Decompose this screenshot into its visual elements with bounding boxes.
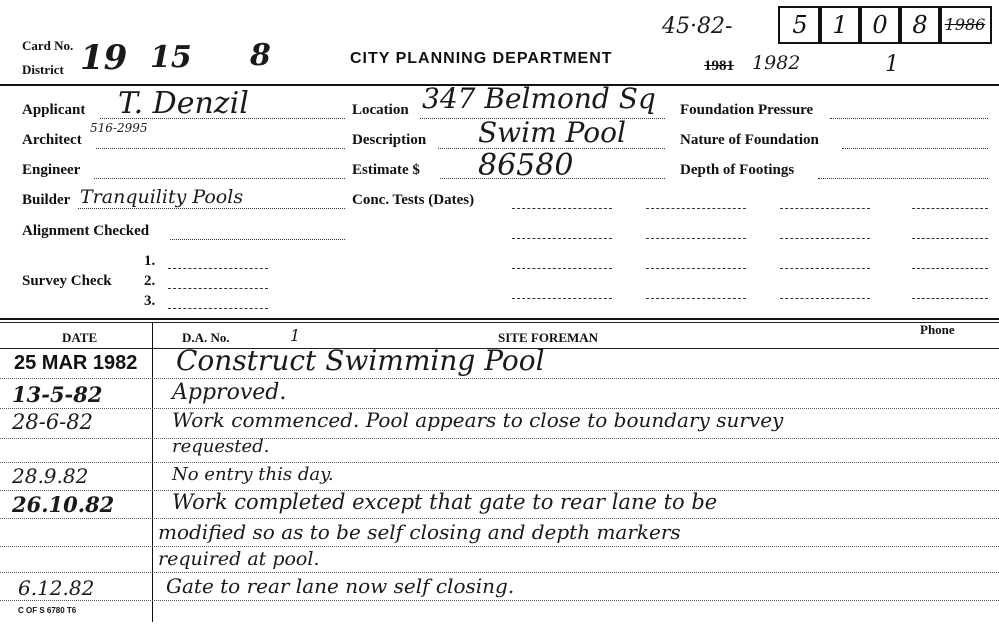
- nature-foundation-line: [842, 148, 988, 149]
- log-row-text: requested.: [172, 436, 270, 457]
- conc-test-line: [646, 208, 746, 209]
- log-row-text: Work commenced. Pool appears to close to boundary survey: [172, 408, 784, 432]
- page-title: CITY PLANNING DEPARTMENT: [350, 50, 613, 67]
- conc-test-line: [512, 268, 612, 269]
- engineer-label: Engineer: [22, 162, 81, 178]
- row-rule: [0, 518, 999, 519]
- applicant-value: T. Denzil: [118, 86, 249, 121]
- log-top-rule: [0, 318, 999, 320]
- conc-test-line: [912, 238, 988, 239]
- district-value: 15: [150, 40, 192, 75]
- conc-test-line: [912, 298, 988, 299]
- alignment-line: [170, 239, 345, 240]
- log-row-date: 28.9.82: [12, 464, 89, 488]
- card-no-label: Card No.: [22, 38, 74, 53]
- applicant-phone: 516-2995: [90, 121, 148, 135]
- conc-test-line: [780, 208, 870, 209]
- survey-item-number: 2.: [144, 273, 156, 289]
- depth-footings-line: [818, 178, 988, 179]
- log-row-date: 28-6-82: [12, 410, 93, 434]
- conc-test-line: [646, 268, 746, 269]
- builder-value: Tranquility Pools: [80, 186, 244, 208]
- survey-item-number: 3.: [144, 293, 156, 309]
- survey-check-label: Survey Check: [22, 273, 112, 289]
- builder-label: Builder: [22, 192, 71, 208]
- card-digit-box: 8: [898, 6, 942, 44]
- survey-item-number: 1.: [144, 253, 156, 269]
- site-foreman-header: SITE FOREMAN: [498, 330, 599, 345]
- survey-line: [168, 308, 268, 309]
- top-reference: 45·82-: [662, 14, 733, 39]
- row-rule: [0, 462, 999, 463]
- architect-line: [96, 148, 345, 149]
- conc-test-line: [912, 268, 988, 269]
- form-code: C OF S 6780 T6: [18, 606, 77, 615]
- survey-line: [168, 268, 268, 269]
- log-row-date: 25 MAR 1982: [14, 352, 138, 374]
- log-row-text: Gate to rear lane now self closing.: [166, 574, 515, 598]
- conc-test-line: [512, 208, 612, 209]
- depth-footings-label: Depth of Footings: [680, 162, 795, 178]
- survey-line: [168, 288, 268, 289]
- estimate-value: 86580: [478, 148, 574, 183]
- conc-test-line: [512, 298, 612, 299]
- foundation-pressure-line: [830, 118, 988, 119]
- log-row-text: required at pool.: [158, 548, 320, 570]
- log-row-date: 6.12.82: [18, 576, 95, 600]
- date-header: DATE: [62, 330, 98, 345]
- architect-label: Architect: [22, 132, 82, 148]
- da-header: D.A. No.: [182, 330, 230, 345]
- applicant-label: Applicant: [22, 102, 86, 118]
- conc-tests-label: Conc. Tests (Dates): [352, 192, 475, 208]
- row-rule: [0, 438, 999, 439]
- conc-test-line: [646, 238, 746, 239]
- foundation-pressure-label: Foundation Pressure: [680, 102, 814, 118]
- row-rule: [0, 546, 999, 547]
- card-digit-box: 1: [818, 6, 862, 44]
- row-rule: [0, 572, 999, 573]
- conc-test-line: [780, 268, 870, 269]
- row-rule: [0, 378, 999, 379]
- year-written: 1982: [752, 52, 801, 74]
- district-extra: 8: [250, 38, 271, 73]
- engineer-line: [94, 178, 345, 179]
- year-printed: 1981: [704, 58, 734, 74]
- builder-line: [78, 208, 345, 209]
- location-label: Location: [352, 102, 409, 118]
- card-digit-box: 1986: [938, 6, 992, 44]
- log-row-text: modified so as to be self closing and depth markers: [158, 520, 681, 544]
- description-label: Description: [352, 132, 427, 148]
- log-row-text: Work completed except that gate to rear lane to be: [172, 490, 718, 514]
- conc-test-line: [512, 238, 612, 239]
- conc-test-line: [780, 298, 870, 299]
- estimate-label: Estimate $: [352, 162, 420, 178]
- district-label: District: [22, 62, 64, 77]
- log-row-date: 26.10.82: [12, 492, 115, 517]
- nature-foundation-label: Nature of Foundation: [680, 132, 819, 148]
- conc-test-line: [780, 238, 870, 239]
- date-column-divider: [152, 322, 153, 622]
- year-number: 1: [885, 52, 899, 77]
- phone-header: Phone: [920, 322, 955, 337]
- location-value: 347 Belmond Sq: [422, 82, 656, 115]
- log-top-rule-2: [0, 322, 999, 323]
- log-row-date: 13-5-82: [12, 382, 103, 407]
- card-digit-box: 0: [858, 6, 902, 44]
- conc-test-line: [912, 208, 988, 209]
- conc-test-line: [646, 298, 746, 299]
- description-value: Swim Pool: [478, 116, 626, 149]
- card-no-value: 19: [80, 38, 128, 78]
- alignment-label: Alignment Checked: [22, 223, 150, 239]
- log-row-text: Construct Swimming Pool: [176, 344, 545, 377]
- da-value: 1: [290, 326, 301, 345]
- card-digit-box: 5: [778, 6, 822, 44]
- log-row-text: Approved.: [172, 380, 287, 405]
- row-rule: [0, 600, 999, 601]
- log-row-text: No entry this day.: [172, 464, 334, 485]
